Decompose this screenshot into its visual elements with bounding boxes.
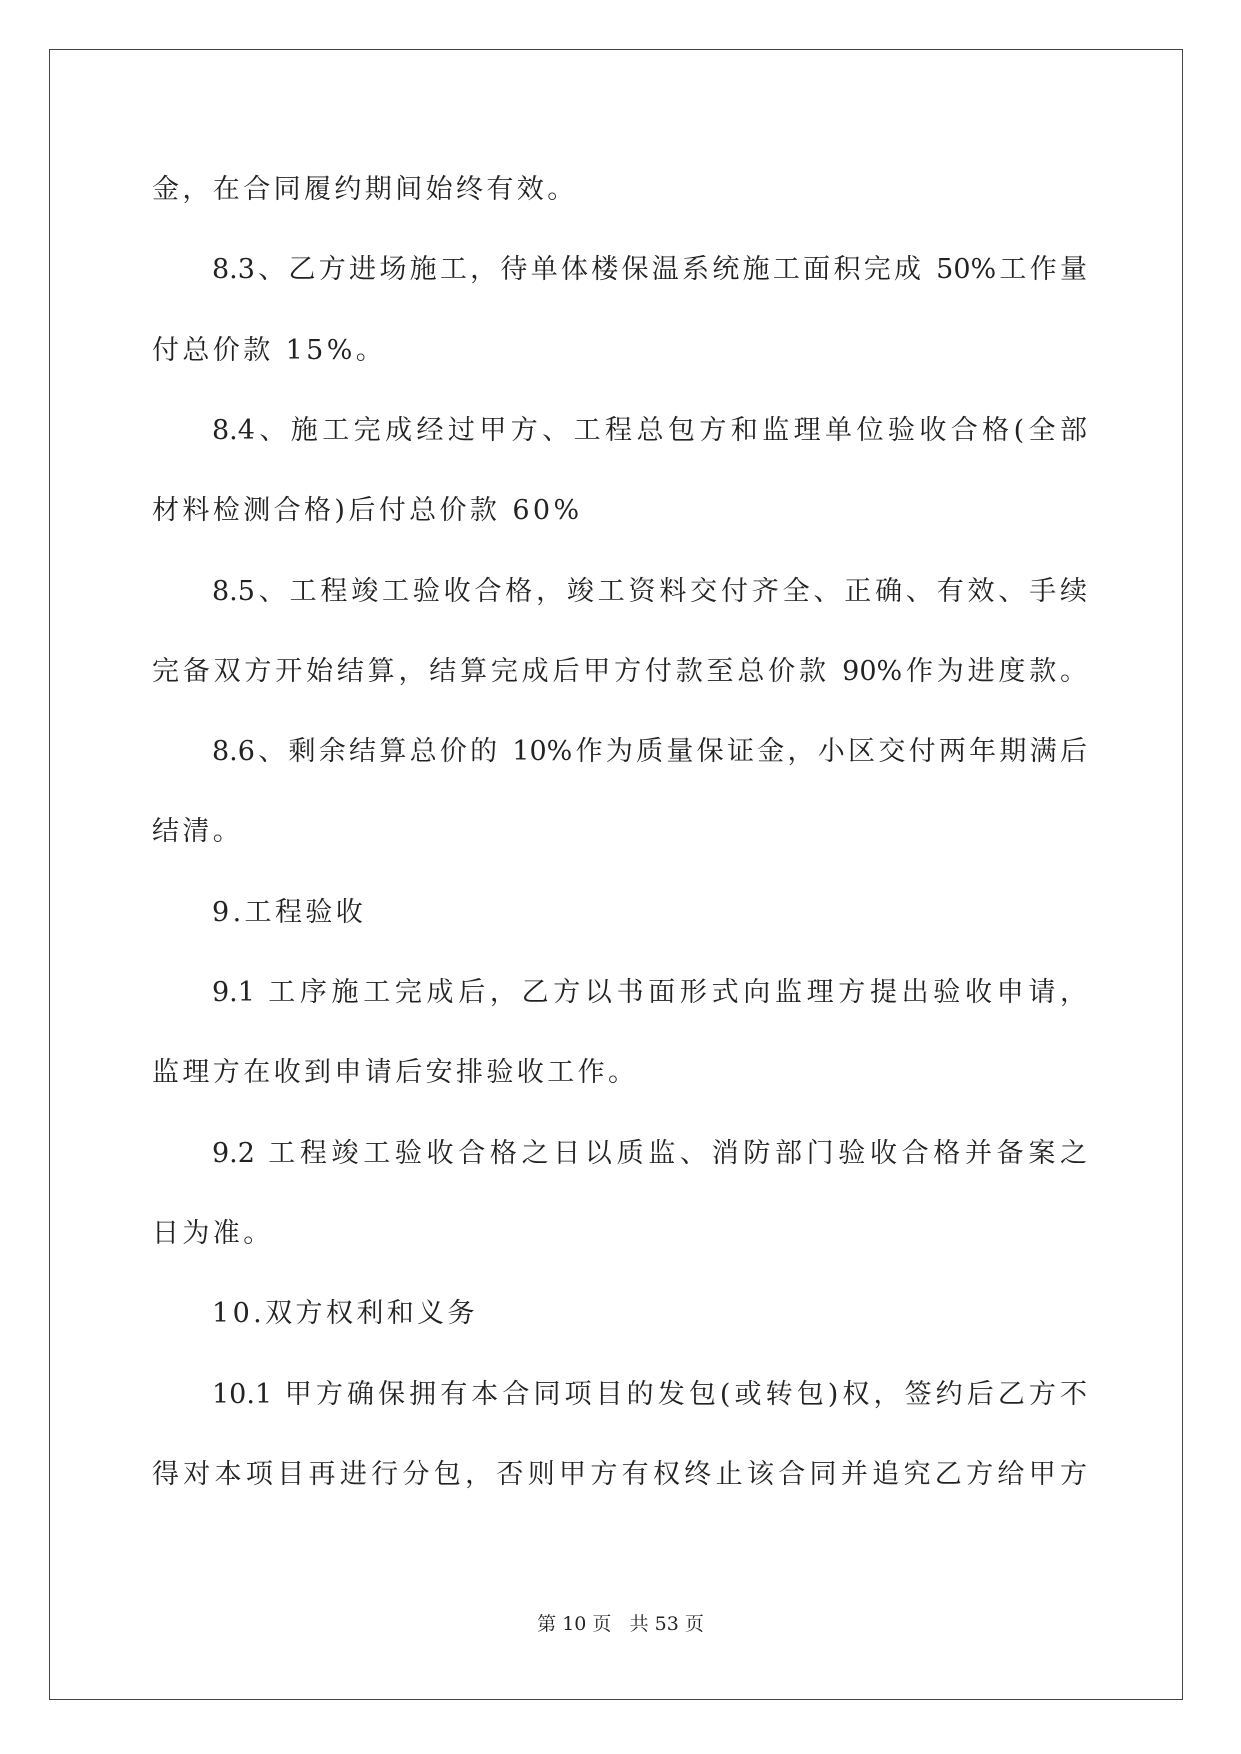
page-total: 共 53 页 <box>629 1613 704 1635</box>
text-line: 8.4、施工完成经过甲方、工程总包方和监理单位验收合格(全部 <box>212 415 1087 446</box>
text-line: 8.6、剩余结算总价的 10%作为质量保证金，小区交付两年期满后 <box>212 736 1087 767</box>
text-line: 监理方在收到申请后安排验收工作。 <box>152 1057 639 1088</box>
text-line: 8.5、工程竣工验收合格，竣工资料交付齐全、正确、有效、手续 <box>212 576 1087 607</box>
text-line: 得对本项目再进行分包，否则甲方有权终止该合同并追究乙方给甲方 <box>152 1459 1087 1490</box>
text-line: 付总价款 15%。 <box>152 335 387 366</box>
page-border <box>49 49 1183 1700</box>
section-heading: 10.双方权利和义务 <box>212 1298 478 1329</box>
section-heading: 9.工程验收 <box>212 897 367 928</box>
text-line: 日为准。 <box>152 1218 274 1249</box>
text-line: 完备双方开始结算，结算完成后甲方付款至总价款 90%作为进度款。 <box>152 656 1087 687</box>
text-line: 9.1 工序施工完成后，乙方以书面形式向监理方提出验收申请， <box>212 977 1087 1008</box>
text-line: 10.1 甲方确保拥有本合同项目的发包(或转包)权，签约后乙方不 <box>212 1379 1087 1410</box>
text-line: 8.3、乙方进场施工，待单体楼保温系统施工面积完成 50%工作量 <box>212 254 1087 285</box>
text-line: 金，在合同履约期间始终有效。 <box>152 174 578 205</box>
page-footer <box>0 1612 1241 1636</box>
text-line: 材料检测合格)后付总价款 60% <box>152 495 583 526</box>
text-line: 结清。 <box>152 816 244 847</box>
page-number: 第 10 页 <box>537 1613 612 1635</box>
text-line: 9.2 工程竣工验收合格之日以质监、消防部门验收合格并备案之 <box>212 1138 1087 1169</box>
